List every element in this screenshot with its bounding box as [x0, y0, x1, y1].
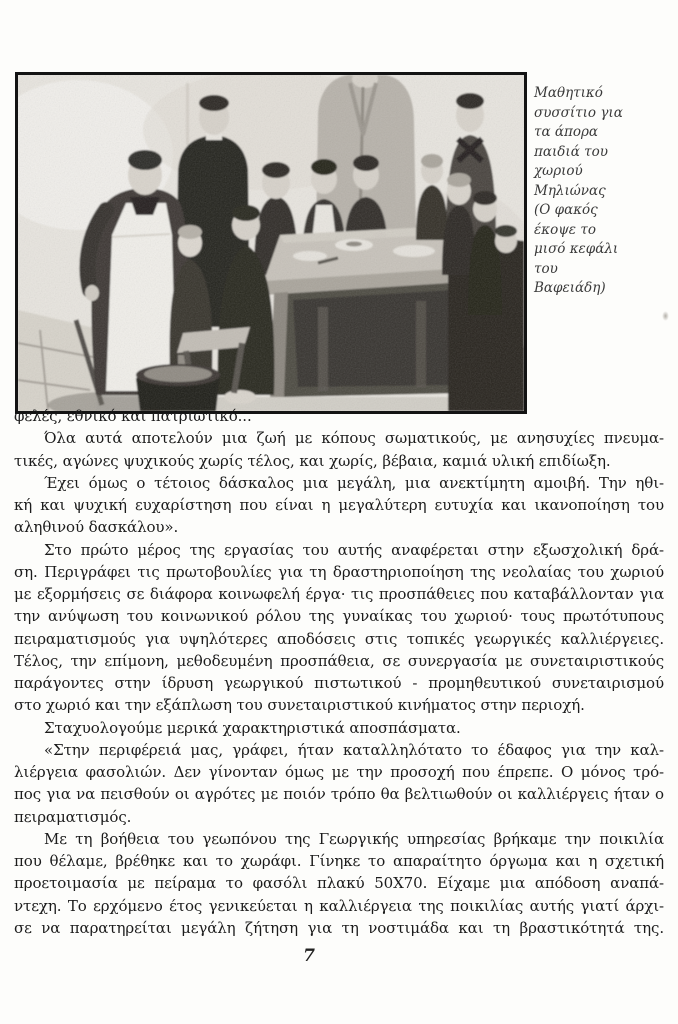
text-line: παράγοντες στην ίδρυση γεωργικού πιστωτικού - προμηθευτικού συνεταιρισμού [14, 674, 664, 692]
text-line: πειραματισμός. [14, 807, 132, 826]
text-line: πος για να πεισθούν οι αγρότες με ποιόν τρόπο θα βελτιωθούν οι καλλιέργεις ήταν ο [14, 785, 664, 804]
text-line: πειραματισμούς για υψηλότερες αποδόσεις στις τοπικές γεωργικές καλλιέργειες. [14, 629, 664, 648]
text-line: φελές, εθνικό και πατριωτικό... [14, 407, 252, 425]
photo-caption [534, 84, 654, 299]
text-line: με εξορμήσεις σε διάφορα κοινωφελή έργα· τις προσπάθειες που καταβάλλονταν για [14, 585, 664, 603]
text-line: στο χωριό και την εξάπλωση του συνεταιριστικού κινήματος στην περιοχή. [14, 696, 585, 715]
text-line: ση. Περιγράφει τις πρωτοβουλίες για τη δραστηριοποίηση της νεολαίας του χωριού [14, 562, 664, 581]
caption-line: Μηλιώνας [534, 182, 606, 199]
page-number: 7 [303, 946, 315, 966]
text-line: την ανύψωση του κοινωνικού ρόλου της γυναίκας του χωριού· τους πρωτότυπους [14, 607, 664, 626]
caption-line: χωριού [534, 163, 583, 179]
caption-line: μισό κεφάλι [534, 241, 619, 257]
text-line: λιέργεια φασολιών. Δεν γίνονταν όμως με την προσοχή που έπρεπε. Ο μόνος τρό- [14, 763, 664, 781]
text-line: Στο πρώτο μέρος της εργασίας του αυτής αναφέρεται στην εξωσχολική δρά- [44, 540, 664, 559]
caption-line: του [534, 260, 558, 277]
text-line: τικές, αγώνες ψυχικούς χωρίς τέλος, και χωρίς, βέβαια, καμιά υλική επιδίωξη. [14, 451, 611, 470]
body-text [14, 405, 664, 939]
text-line: «Στην περιφέρειά μας, γράφει, ήταν καταλληλότατο το έδαφος για την καλ- [44, 740, 664, 759]
text-line: Σταχυολογούμε μερικά χαρακτηριστικά αποσπάσματα. [44, 718, 461, 737]
text-line: που θέλαμε, βρέθηκε και το χωράφι. Γίνηκε το απαραίτητο όργωμα και η σχετική [14, 852, 664, 870]
caption-line: παιδιά του [534, 143, 608, 160]
text-line: Με τη βοήθεια του γεωπόνου της Γεωργικής υπηρεσίας βρήκαμε την ποικιλία [44, 829, 664, 848]
text-line: προετοιμασία με πείραμα το φασόλι πλακύ 50X70. Είχαμε μια απόδοση αναπά- [14, 874, 664, 893]
caption-line: συσσίτιο για [534, 104, 623, 121]
caption-line: Βαφειάδη) [534, 280, 606, 296]
text-line: σε να παρατηρείται μεγάλη ζήτηση για τη νοστιμάδα και τη βραστικότητά της. [14, 918, 664, 937]
photo-grain-overlay [18, 75, 524, 411]
scan-speck [662, 311, 669, 321]
text-line: ντεχη. Το ερχόμενο έτος γενικεύεται η καλλιέργεια της ποικιλίας αυτής γιατί άρχι- [14, 896, 664, 915]
text-line: κή και ψυχική ευχαρίστηση που είναι η μεγαλύτερη ευτυχία και ικανοποίηση του [14, 496, 664, 514]
caption-line: Μαθητικό [534, 85, 603, 101]
text-line: Όλα αυτά αποτελούν μια ζωή με κόπους σωματικούς, με ανησυχίες πνευμα- [44, 429, 664, 448]
photo-school-meal [15, 72, 527, 414]
text-line: αληθινού δασκάλου». [14, 518, 179, 537]
photo-illustration [18, 75, 524, 411]
caption-line: (Ο φακός [534, 202, 598, 218]
caption-line: έκοψε το [534, 221, 596, 238]
text-line: Έχει όμως ο τέτοιος δάσκαλος μια μεγάλη, μια ανεκτίμητη αμοιβή. Την ηθι- [44, 473, 664, 492]
caption-line: τα άπορα [534, 124, 599, 140]
text-line: Τέλος, την επίμονη, μεθοδευμένη προσπάθεια, σε συνεργασία με συνεταιριστικούς [14, 651, 664, 670]
